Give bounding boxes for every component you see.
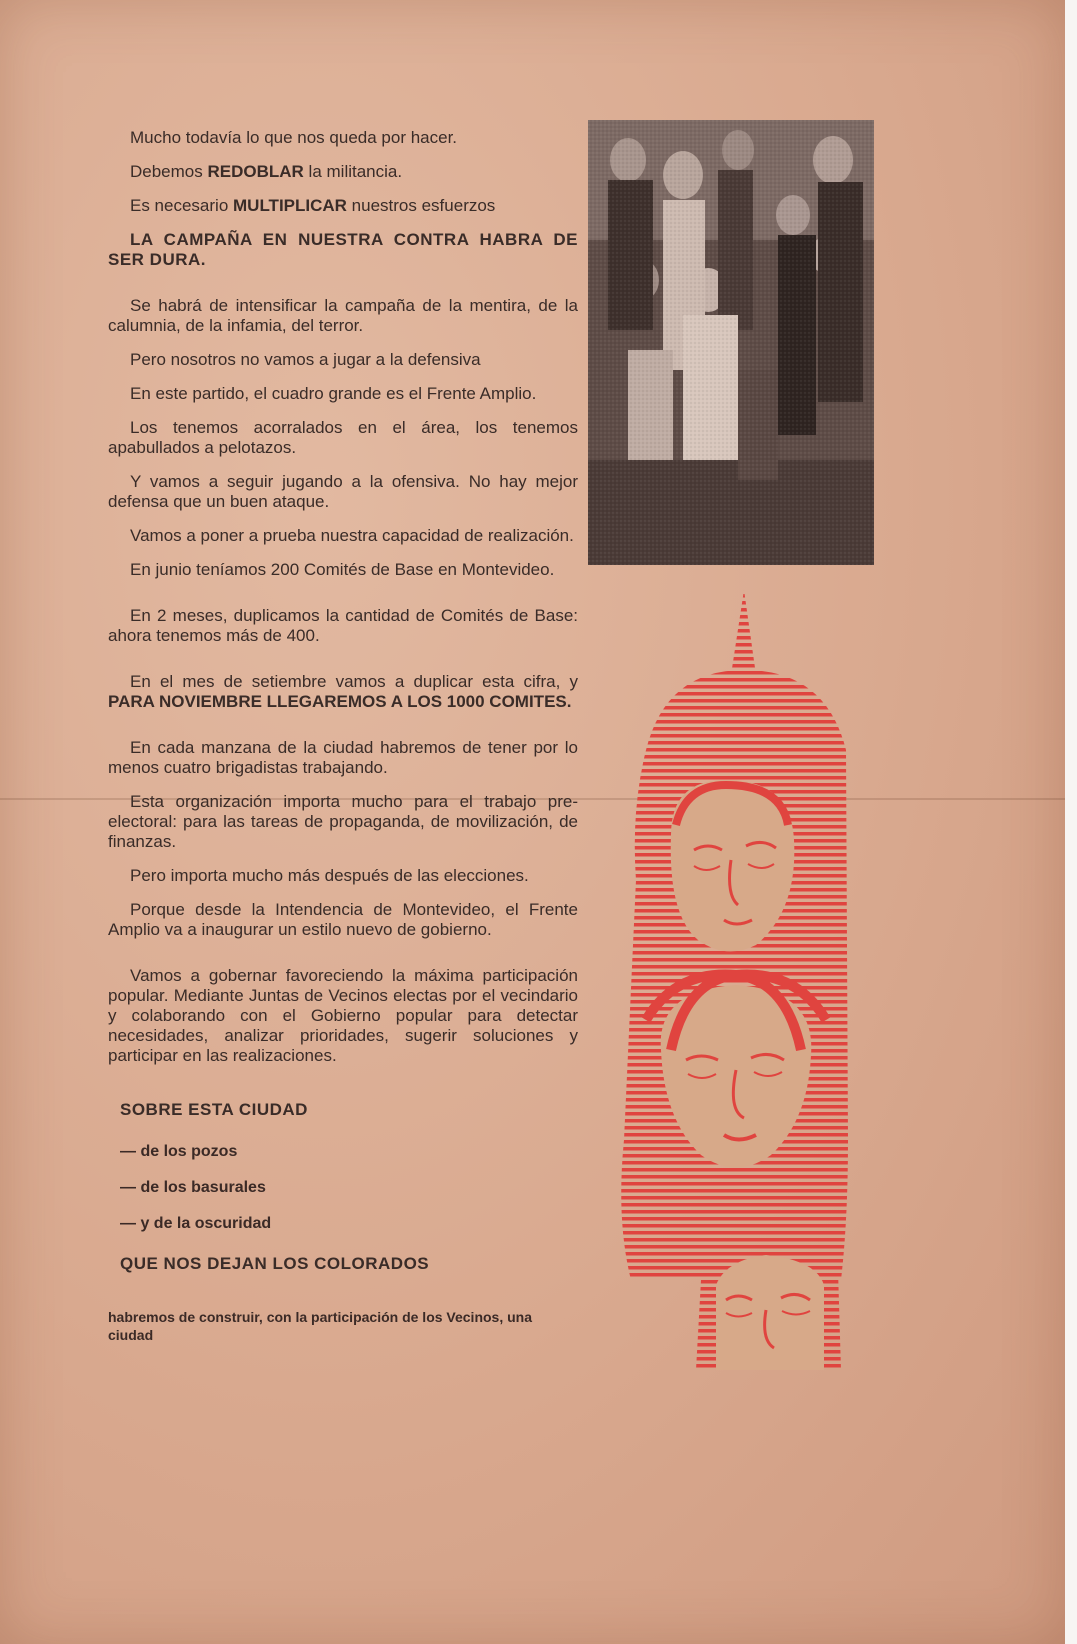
list-item: — de los pozos — [120, 1143, 238, 1160]
paragraph: Se habrá de intensificar la campaña de la mentira, de la calumnia, de la infamia, del terror. — [108, 296, 578, 335]
closing-text: habremos de construir, con la participación de los Vecinos, una ciudad — [108, 1309, 533, 1343]
paragraph: Debemos REDOBLAR la militancia. — [130, 162, 403, 181]
crowd-photo-graphic — [588, 120, 874, 565]
crowd-photo — [588, 120, 874, 565]
paragraph: Y vamos a seguir jugando a la ofensiva. No hay mejor defensa que un buen ataque. — [108, 472, 578, 511]
paragraph: Los tenemos acorralados en el área, los tenemos apabullados a pelotazos. — [108, 418, 578, 457]
paragraph: Mucho todavía lo que nos queda por hacer. — [130, 128, 458, 147]
paragraph: En cada manzana de la ciudad habremos de tener por lo menos cuatro brigadistas trabajando. — [108, 738, 578, 777]
paragraph: Esta organización importa mucho para el trabajo pre-electoral: para las tareas de propaganda, de movilización, de finanzas. — [108, 792, 578, 851]
list-item: — de los basurales — [120, 1179, 266, 1196]
article-text — [108, 128, 578, 1344]
section-title: SOBRE ESTA CIUDAD — [120, 1100, 308, 1119]
paragraph: Es necesario MULTIPLICAR nuestros esfuerzos — [130, 196, 496, 215]
list-item: — y de la oscuridad — [120, 1215, 272, 1232]
paragraph: En el mes de setiembre vamos a duplicar esta cifra, y PARA NOVIEMBRE LLEGAREMOS A LOS 1000 COMITES. — [108, 672, 578, 711]
paragraph: En 2 meses, duplicamos la cantidad de Comités de Base: ahora tenemos más de 400. — [108, 606, 578, 645]
headline: LA CAMPAÑA EN NUESTRA CONTRA HABRA DE SER DURA. — [108, 230, 578, 269]
paragraph: Vamos a gobernar favoreciendo la máxima participación popular. Mediante Juntas de Vecinos electas por el vecindario y colaborando con el Gobierno popular para detectar necesidades, analizar prioridades, sugerir soluciones y participar en las realizaciones. — [108, 966, 578, 1065]
paragraph: En junio teníamos 200 Comités de Base en Montevideo. — [130, 560, 555, 579]
paragraph: En este partido, el cuadro grande es el Frente Amplio. — [130, 384, 537, 403]
stacked-faces-illustration — [576, 580, 876, 1380]
stacked-faces-graphic — [576, 580, 876, 1380]
section-subtitle: QUE NOS DEJAN LOS COLORADOS — [120, 1254, 430, 1273]
paragraph: Vamos a poner a prueba nuestra capacidad de realización. — [130, 526, 574, 545]
paragraph: Pero importa mucho más después de las elecciones. — [130, 866, 529, 885]
paragraph: Porque desde la Intendencia de Montevideo, el Frente Amplio va a inaugurar un estilo nuevo de gobierno. — [108, 900, 578, 939]
paragraph: Pero nosotros no vamos a jugar a la defensiva — [130, 350, 481, 369]
